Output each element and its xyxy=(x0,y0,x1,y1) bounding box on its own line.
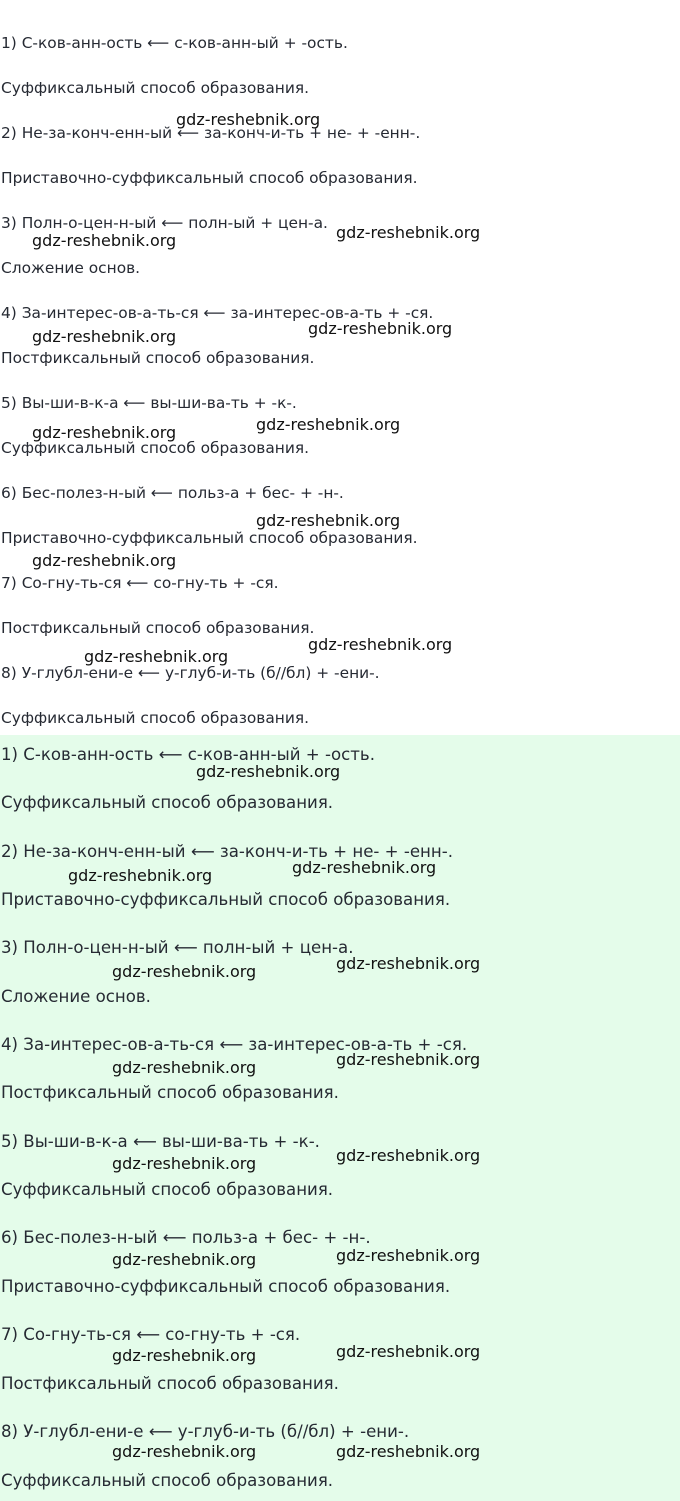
formula-3: 3) Полн-о-цен-н-ый ⟵ полн-ый + цен-а. xyxy=(1,214,328,232)
method-1: Суффиксальный способ образования. xyxy=(1,793,334,812)
formula-1: 1) С-ков-анн-ость ⟵ с-ков-анн-ый + -ость. xyxy=(1,745,375,764)
watermark: gdz-reshebnik.org xyxy=(196,762,341,781)
formula-6: 6) Бес-полез-н-ый ⟵ польз-а + бес- + -н-. xyxy=(1,484,344,502)
method-7: Постфиксальный способ образования. xyxy=(1,619,315,637)
formula-8: 8) У-глубл-ени-е ⟵ у-глуб-и-ть (б//бл) + -ени-. xyxy=(1,1422,410,1441)
formula-8: 8) У-глубл-ени-е ⟵ у-глуб-и-ть (б//бл) + -ени-. xyxy=(1,664,380,682)
watermark: gdz-reshebnik.org xyxy=(292,858,437,877)
method-2: Приставочно-суффиксальный способ образования. xyxy=(1,890,451,909)
watermark: gdz-reshebnik.org xyxy=(32,551,177,570)
formula-7: 7) Со-гну-ть-ся ⟵ со-гну-ть + -ся. xyxy=(1,574,279,592)
watermark: gdz-reshebnik.org xyxy=(112,1250,257,1269)
watermark: gdz-reshebnik.org xyxy=(84,647,229,666)
watermark: gdz-reshebnik.org xyxy=(32,327,177,346)
method-3: Сложение основ. xyxy=(1,987,151,1006)
method-6: Приставочно-суффиксальный способ образования. xyxy=(1,529,418,547)
method-6: Приставочно-суффиксальный способ образования. xyxy=(1,1277,451,1296)
formula-6: 6) Бес-полез-н-ый ⟵ польз-а + бес- + -н-. xyxy=(1,1228,371,1247)
watermark: gdz-reshebnik.org xyxy=(256,415,401,434)
watermark: gdz-reshebnik.org xyxy=(336,954,481,973)
watermark: gdz-reshebnik.org xyxy=(112,1154,257,1173)
watermark: gdz-reshebnik.org xyxy=(336,1050,481,1069)
formula-1: 1) С-ков-анн-ость ⟵ с-ков-анн-ый + -ость. xyxy=(1,34,348,52)
formula-2: 2) Не-за-конч-енн-ый ⟵ за-конч-и-ть + не- + -енн-. xyxy=(1,124,421,142)
watermark: gdz-reshebnik.org xyxy=(336,223,481,242)
watermark: gdz-reshebnik.org xyxy=(256,511,401,530)
method-3: Сложение основ. xyxy=(1,259,141,277)
watermark: gdz-reshebnik.org xyxy=(68,866,213,885)
method-8: Суффиксальный способ образования. xyxy=(1,1471,334,1490)
method-2: Приставочно-суффиксальный способ образования. xyxy=(1,169,418,187)
watermark: gdz-reshebnik.org xyxy=(336,1246,481,1265)
watermark: gdz-reshebnik.org xyxy=(336,1146,481,1165)
method-8: Суффиксальный способ образования. xyxy=(1,709,310,727)
watermark: gdz-reshebnik.org xyxy=(308,635,453,654)
answer-block-1 xyxy=(0,0,680,735)
formula-5: 5) Вы-ши-в-к-а ⟵ вы-ши-ва-ть + -к-. xyxy=(1,394,297,412)
watermark: gdz-reshebnik.org xyxy=(308,319,453,338)
watermark: gdz-reshebnik.org xyxy=(32,231,177,250)
watermark: gdz-reshebnik.org xyxy=(336,1442,481,1461)
formula-4: 4) За-интерес-ов-а-ть-ся ⟵ за-интерес-ов-а-ть + -ся. xyxy=(1,304,434,322)
formula-2: 2) Не-за-конч-енн-ый ⟵ за-конч-и-ть + не- + -енн-. xyxy=(1,842,454,861)
formula-5: 5) Вы-ши-в-к-а ⟵ вы-ши-ва-ть + -к-. xyxy=(1,1132,320,1151)
method-7: Постфиксальный способ образования. xyxy=(1,1374,339,1393)
watermark: gdz-reshebnik.org xyxy=(112,1442,257,1461)
watermark: gdz-reshebnik.org xyxy=(112,1346,257,1365)
watermark: gdz-reshebnik.org xyxy=(336,1342,481,1361)
watermark: gdz-reshebnik.org xyxy=(176,110,321,129)
method-5: Суффиксальный способ образования. xyxy=(1,439,310,457)
formula-3: 3) Полн-о-цен-н-ый ⟵ полн-ый + цен-а. xyxy=(1,938,354,957)
method-5: Суффиксальный способ образования. xyxy=(1,1180,334,1199)
watermark: gdz-reshebnik.org xyxy=(112,962,257,981)
method-1: Суффиксальный способ образования. xyxy=(1,79,310,97)
watermark: gdz-reshebnik.org xyxy=(112,1058,257,1077)
method-4: Постфиксальный способ образования. xyxy=(1,349,315,367)
answer-block-2 xyxy=(0,735,680,1501)
method-4: Постфиксальный способ образования. xyxy=(1,1083,339,1102)
formula-4: 4) За-интерес-ов-а-ть-ся ⟵ за-интерес-ов-а-ть + -ся. xyxy=(1,1035,468,1054)
watermark: gdz-reshebnik.org xyxy=(32,423,177,442)
formula-7: 7) Со-гну-ть-ся ⟵ со-гну-ть + -ся. xyxy=(1,1325,301,1344)
